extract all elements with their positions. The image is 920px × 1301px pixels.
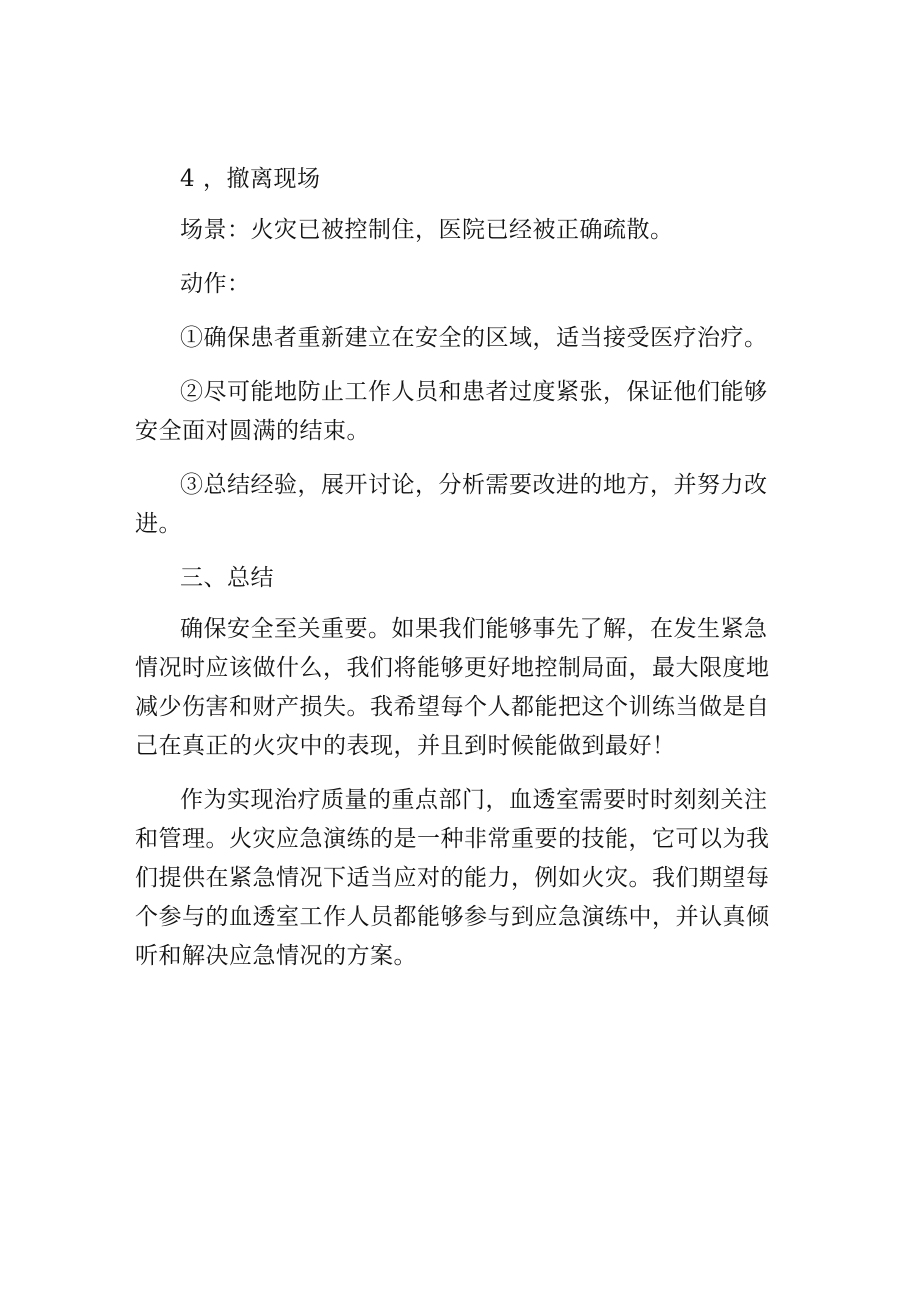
step-2: ②尽可能地防止工作人员和患者过度紧张，保证他们能够安全面对圆满的结束。 [135, 379, 768, 444]
step-3: ③总结经验，展开讨论，分析需要改进的地方，并努力改进。 [135, 472, 768, 537]
scene-paragraph: 场景：火灾已被控制住，医院已经被正确疏散。 [180, 217, 674, 243]
section-heading-evacuate: 4 ，撤离现场 [180, 166, 321, 192]
step-1: ①确保患者重新建立在安全的区域，适当接受医疗治疗。 [180, 325, 768, 351]
summary-heading: 三、总结 [180, 565, 274, 591]
summary-paragraph-2: 作为实现治疗质量的重点部门，血透室需要时时刻刻关注和管理。火灾应急演练的是一种非常重要的技能，它可以为我们提供在紧急情况下适当应对的能力，例如火灾。我们期望每个参与的血透室工作人员都能够参与到应急演练中，并认真倾听和解决应急情况的方案。 [135, 787, 770, 969]
action-label: 动作： [180, 271, 251, 297]
document-body [135, 160, 787, 991]
summary-paragraph-1: 确保安全至关重要。如果我们能够事先了解，在发生紧急情况时应该做什么，我们将能够更好地控制局面，最大限度地减少伤害和财产损失。我希望每个人都能把这个训练当做是自己在真正的火灾中的表现，并且到时候能做到最好！ [135, 616, 770, 759]
